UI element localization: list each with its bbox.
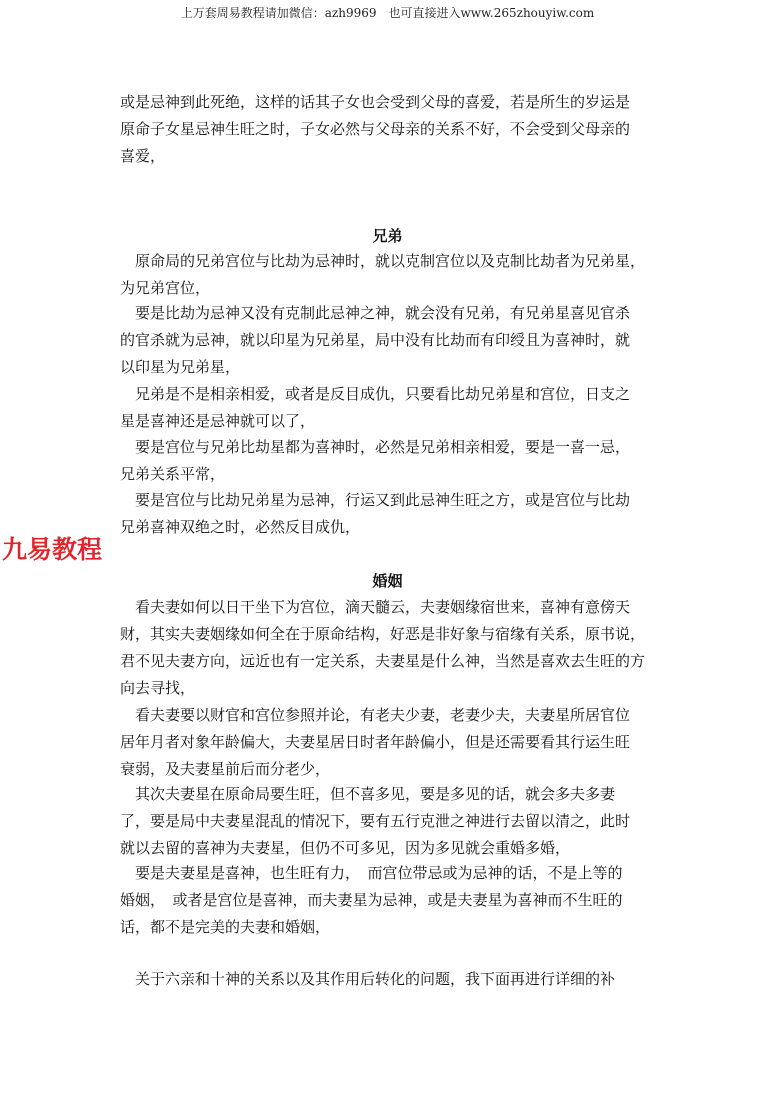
text-line: 要是宫位与比劫兄弟星为忌神，行运又到此忌神生旺之方，或是宫位与比劫 [120, 491, 631, 509]
text-line: 兄弟喜神双绝之时，必然反目成仇， [120, 518, 361, 536]
brothers-paragraph-3 [120, 381, 680, 435]
text-line: 君不见夫妻方向，远近也有一定关系，夫妻星是什么神，当然是喜欢去生旺的方 [120, 652, 646, 670]
brothers-paragraph-2 [120, 300, 680, 381]
text-line: 就以去留的喜神为夫妻星，但仍不可多见，因为多见就会重婚多婚， [120, 839, 571, 857]
watermark-logo: 九易教程 [2, 535, 103, 564]
marriage-paragraph-4 [120, 860, 680, 941]
text-line: 以印星为兄弟星， [120, 358, 241, 376]
text-line: 原命局的兄弟宫位与比劫为忌神时，就以克制宫位以及克制比劫者为兄弟星， [120, 252, 646, 270]
brothers-paragraph-5 [120, 487, 680, 541]
text-line: 星是喜神还是忌神就可以了， [120, 412, 316, 430]
section-title-brothers: 兄弟 [372, 227, 403, 245]
text-line: 财，其实夫妻姻缘如何全在于原命结构，好恶是非好象与宿缘有关系，原书说， [120, 625, 646, 643]
marriage-paragraph-2 [120, 702, 680, 783]
marriage-paragraph-3 [120, 781, 680, 862]
marriage-paragraph-1 [120, 594, 680, 702]
intro-paragraph [120, 89, 680, 170]
section-title-marriage: 婚姻 [372, 572, 403, 590]
text-line: 关于六亲和十神的关系以及其作用后转化的问题，我下面再进行详细的补 [120, 970, 616, 988]
brothers-paragraph-4 [120, 434, 680, 488]
text-line: 要是宫位与兄弟比劫星都为喜神时，必然是兄弟相亲相爱，要是一喜一忌， [120, 438, 631, 456]
text-line: 兄弟是不是相亲相爱，或者是反目成仇，只要看比劫兄弟星和宫位，日支之 [120, 385, 631, 403]
text-line: 兄弟关系平常， [120, 465, 226, 483]
text-line: 话，都不是完美的夫妻和婚姻， [120, 918, 331, 936]
brothers-paragraph-1 [120, 248, 680, 302]
text-line: 看夫妻如何以日干坐下为宫位，滴天髓云，夫妻姻缘宿世来，喜神有意傍天 [120, 598, 631, 616]
text-line: 要是夫妻星是喜神，也生旺有力， 而宫位带忌或为忌神的话，不是上等的 [120, 864, 623, 882]
text-line: 了，要是局中夫妻星混乱的情况下，要有五行克泄之神进行去留以清之，此时 [120, 812, 631, 830]
page-header: 上万套周易教程请加微信：azh9969 也可直接进入www.265zhouyiw.com [180, 6, 595, 20]
text-line: 要是比劫为忌神又没有克制此忌神之神，就会没有兄弟，有兄弟星喜见官杀 [120, 304, 631, 322]
text-line: 原命子女星忌神生旺之时，子女必然与父母亲的关系不好，不会受到父母亲的 [120, 120, 631, 138]
text-line: 喜爱， [120, 147, 166, 165]
text-line: 向去寻找， [120, 679, 196, 697]
text-line: 居年月者对象年龄偏大，夫妻星居日时者年龄偏小，但是还需要看其行运生旺 [120, 733, 631, 751]
text-line: 的官杀就为忌神，就以印星为兄弟星，局中没有比劫而有印绶且为喜神时，就 [120, 331, 631, 349]
text-line: 为兄弟宫位， [120, 279, 211, 297]
closing-paragraph [120, 966, 680, 993]
text-line: 看夫妻要以财官和宫位参照并论，有老夫少妻，老妻少夫，夫妻星所居官位 [120, 706, 631, 724]
text-line: 婚姻， 或者是宫位是喜神，而夫妻星为忌神，或是夫妻星为喜神而不生旺的 [120, 891, 623, 909]
text-line: 或是忌神到此死绝，这样的话其子女也会受到父母的喜爱，若是所生的岁运是 [120, 93, 631, 111]
text-line: 衰弱，及夫妻星前后而分老少， [120, 760, 331, 778]
text-line: 其次夫妻星在原命局要生旺，但不喜多见，要是多见的话，就会多夫多妻 [120, 785, 616, 803]
